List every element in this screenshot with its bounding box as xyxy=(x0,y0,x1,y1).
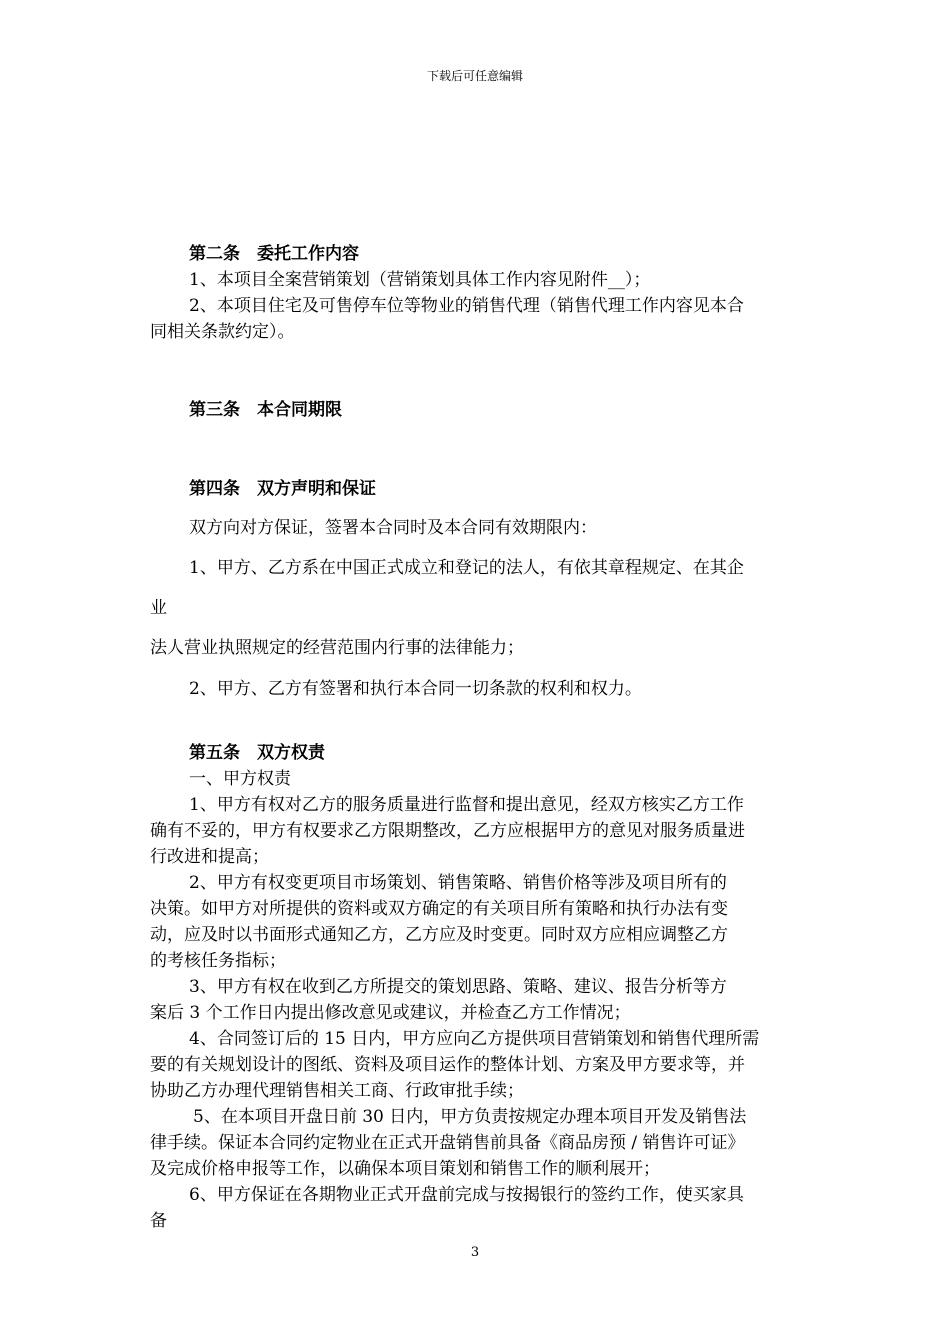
article-5-item-4-line-2: 要的有关规划设计的图纸、资料及项目运作的整体计划、方案及甲方要求等，并 xyxy=(150,1055,745,1075)
article-4-intro: 双方向对方保证，签署本合同时及本合同有效期限内： xyxy=(189,518,597,538)
article-5-item-1-line-1: 1、甲方有权对乙方的服务质量进行监督和提出意见，经双方核实乙方工作 xyxy=(189,795,744,815)
article-4-item-2: 2、甲方、乙方有签署和执行本合同一切条款的权利和权力。 xyxy=(189,679,642,699)
article-5-item-6-line-1: 6、甲方保证在各期物业正式开盘前完成与按揭银行的签约工作，使买家具 xyxy=(189,1185,744,1205)
article-5-item-5-line-3: 及完成价格申报等工作，以确保本项目策划和销售工作的顺利展开； xyxy=(150,1159,660,1179)
article-2-item-1: 1、本项目全案营销策划（营销策划具体工作内容见附件__）； xyxy=(189,270,651,290)
article-5-item-2-line-4: 的考核任务指标； xyxy=(150,951,286,971)
article-2-item-2-line-1: 2、本项目住宅及可售停车位等物业的销售代理（销售代理工作内容见本合 xyxy=(189,296,744,316)
article-5-item-1-line-2: 确有不妥的，甲方有权要求乙方限期整改，乙方应根据甲方的意见对服务质量进 xyxy=(150,821,745,841)
article-5-item-6-line-2: 备 xyxy=(150,1211,167,1231)
article-2-item-2-line-2: 同相关条款约定）。 xyxy=(150,322,295,342)
article-5-item-2-line-3: 动，应及时以书面形式通知乙方，乙方应及时变更。同时双方应相应调整乙方 xyxy=(150,925,728,945)
article-4-title: 第四条 双方声明和保证 xyxy=(189,479,376,499)
article-5-item-2-line-2: 决策。如甲方对所提供的资料或双方确定的有关项目所有策略和执行办法有变 xyxy=(150,899,728,919)
article-5-item-5-line-2: 律手续。保证本合同约定物业在正式开盘销售前具备《商品房预 / 销售许可证》 xyxy=(150,1133,745,1153)
article-5-item-5-line-1: 5、在本项目开盘日前 30 日内，甲方负责按规定办理本项目开发及销售法 xyxy=(193,1107,747,1127)
article-4-item-1-line-1: 1、甲方、乙方系在中国正式成立和登记的法人，有依其章程规定、在其企 xyxy=(189,558,744,578)
article-2-title: 第二条 委托工作内容 xyxy=(189,244,359,264)
article-3-title: 第三条 本合同期限 xyxy=(189,400,342,420)
article-4-item-1-line-3: 法人营业执照规定的经营范围内行事的法律能力； xyxy=(150,638,524,658)
article-4-item-1-line-2: 业 xyxy=(150,598,167,618)
article-5-title: 第五条 双方权责 xyxy=(189,743,325,763)
article-5-item-2-line-1: 2、甲方有权变更项目市场策划、销售策略、销售价格等涉及项目所有的 xyxy=(189,873,727,893)
article-5-item-4-line-1: 4、合同签订后的 15 日内，甲方应向乙方提供项目营销策划和销售代理所需 xyxy=(189,1029,760,1049)
article-5-item-3-line-2: 案后 3 个工作日内提出修改意见或建议，并检查乙方工作情况； xyxy=(150,1003,631,1023)
article-5-item-3-line-1: 3、甲方有权在收到乙方所提交的策划思路、策略、建议、报告分析等方 xyxy=(189,977,727,997)
article-5-item-1-line-3: 行改进和提高； xyxy=(150,847,269,867)
page-number: 3 xyxy=(470,1245,480,1260)
header-note: 下载后可任意编辑 xyxy=(426,69,523,83)
article-5-section-1: 一、甲方权责 xyxy=(189,769,291,789)
article-5-item-4-line-3: 协助乙方办理代理销售相关工商、行政审批手续； xyxy=(150,1081,524,1101)
